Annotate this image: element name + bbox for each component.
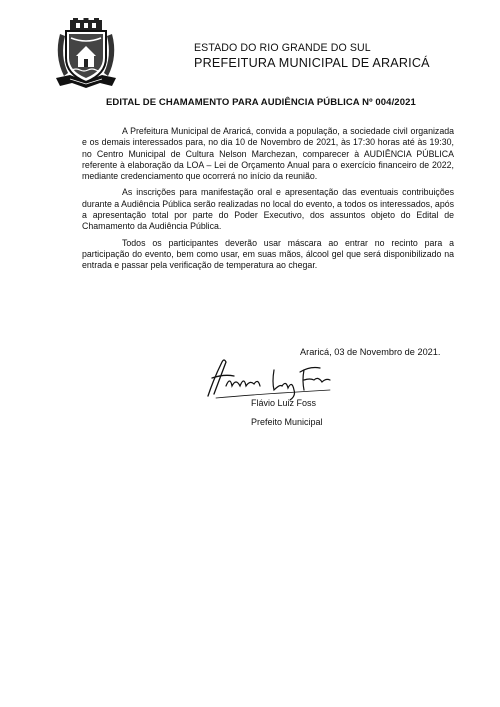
- body-paragraph: As inscrições para manifestação oral e apresentação das eventuais contribuições durante a Audiência Pública serão realizadas no local do evento, a todos os interessados, após a apresentação total por parte do Poder Executivo, dos assuntos objeto do Edital de Chamamento da Audiência Pública.: [82, 187, 454, 232]
- document-title: EDITAL DE CHAMAMENTO PARA AUDIÊNCIA PÚBLICA Nº 004/2021: [106, 97, 416, 108]
- header-prefecture-name: PREFEITURA MUNICIPAL DE ARARICÁ: [194, 56, 430, 70]
- date-line: Araricá, 03 de Novembro de 2021.: [300, 347, 441, 357]
- body-paragraph: A Prefeitura Municipal de Araricá, convida a população, a sociedade civil organizada e os demais interessados para, no dia 10 de Novembro de 2021, às 17:30 horas até às 19:30, no Centro Municipal de Cultura Nelson Marchezan, comparecer à AUDIÊNCIA PÚBLICA referente à elaboração da LOA – Lei de Orçamento Anual para o exercício financeiro de 2022, mediante credenciamento que ocorrerá no início da reunião.: [82, 126, 454, 182]
- document-body: [82, 126, 454, 277]
- municipal-coat-of-arms-icon: [54, 18, 118, 88]
- header-state-name: ESTADO DO RIO GRANDE DO SUL: [194, 42, 371, 54]
- handwritten-signature-icon: [200, 356, 335, 402]
- body-paragraph: Todos os participantes deverão usar máscara ao entrar no recinto para a participação do evento, bem como usar, em suas mãos, álcool gel que será disponibilizado na entrada e passar pela verificação de temperatura ao chegar.: [82, 237, 454, 271]
- signer-name: Flávio Luiz Foss: [251, 398, 317, 408]
- signer-role: Prefeito Municipal: [251, 417, 323, 427]
